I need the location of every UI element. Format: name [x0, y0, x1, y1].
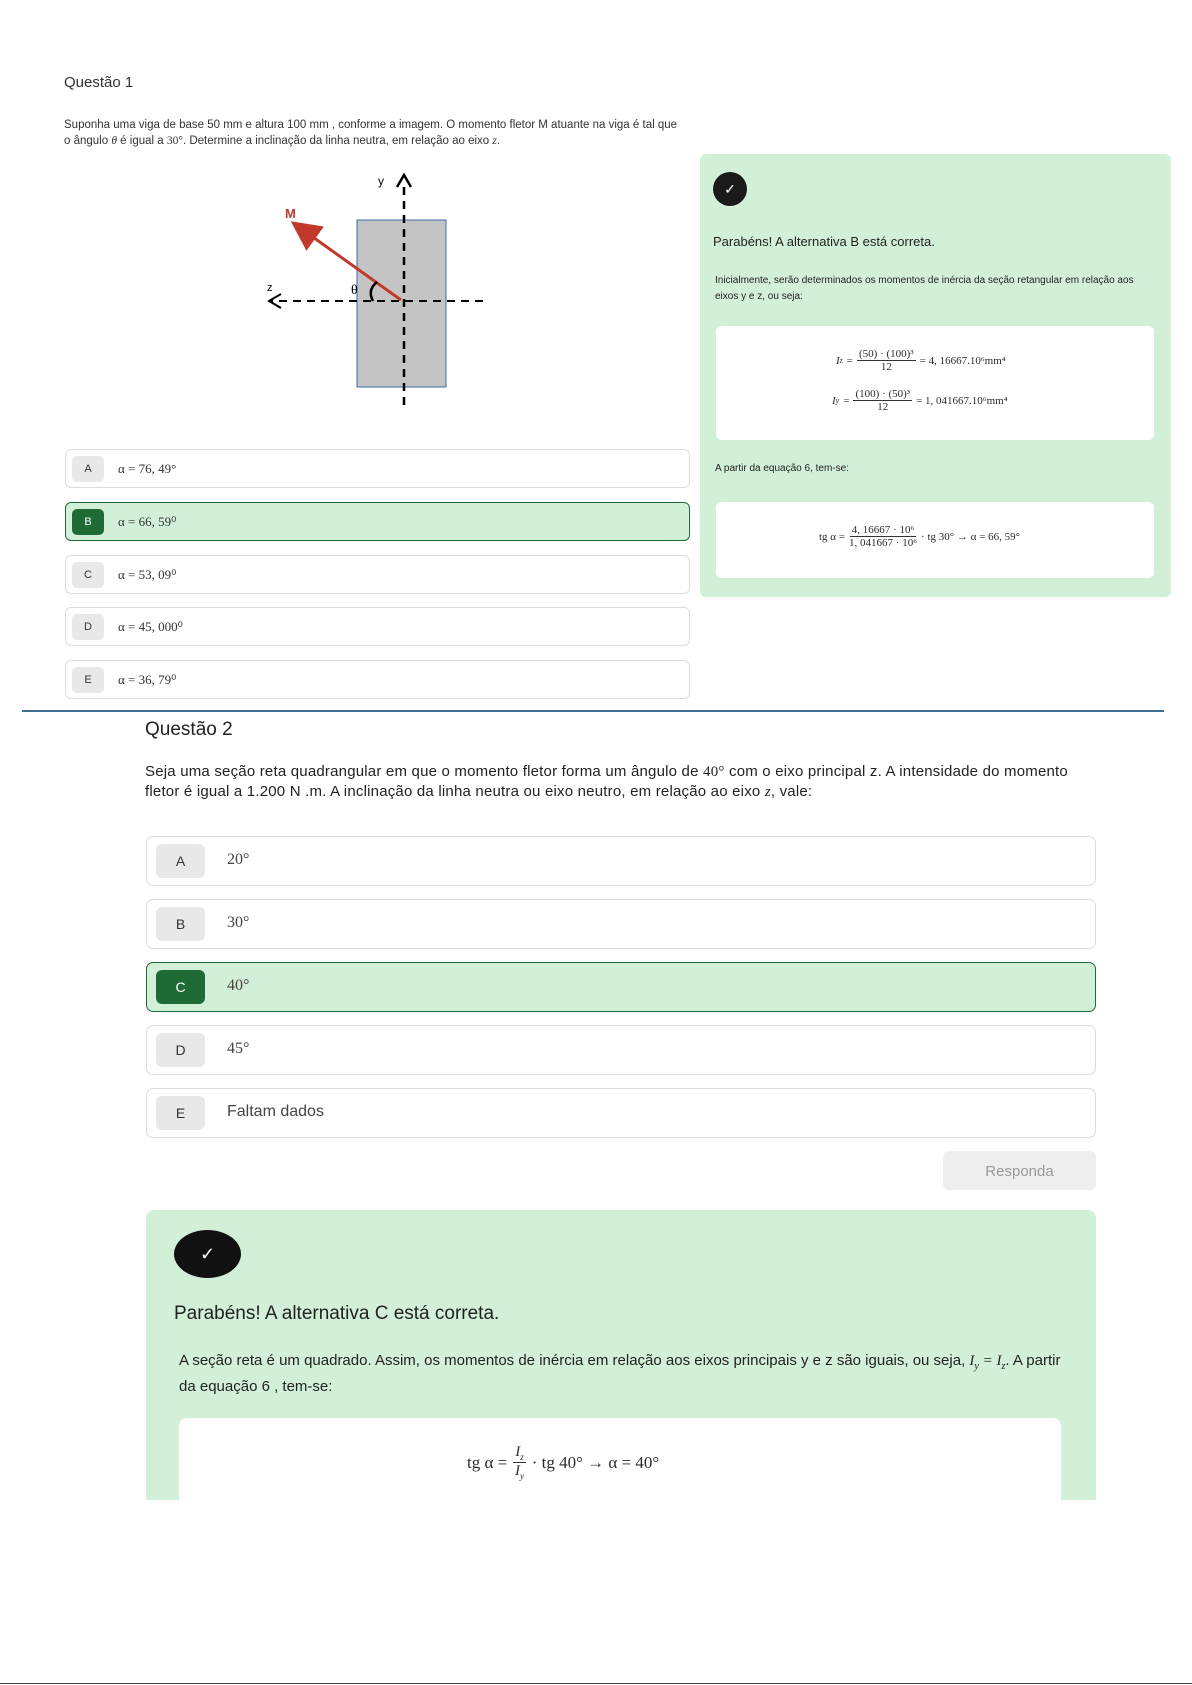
q2-angle: 40°: [703, 764, 725, 780]
q1-option-e[interactable]: [65, 660, 690, 699]
inline-iy: I: [969, 1353, 975, 1369]
q1-equation-card-2: [716, 502, 1154, 578]
q1-feedback-text: Inicialmente, serão determinados os momentos de inércia da seção retangular em relação aos eixos y e z, ou seja:: [715, 275, 1134, 302]
option-value: α = 53, 09⁰: [118, 567, 177, 582]
q1-text-part: é igual a: [116, 135, 167, 147]
q1-theta: θ: [111, 135, 117, 147]
option-letter: D: [72, 614, 104, 640]
eq-rhs: · tg 30° → α = 66, 59°: [921, 530, 1021, 543]
q2-feedback-title: Parabéns! A alternativa C está correta.: [174, 1303, 500, 1324]
option-letter: C: [156, 970, 205, 1004]
equation-tg-alpha: [819, 524, 1020, 549]
option-value: 30°: [227, 914, 250, 931]
check-icon: ✓: [174, 1230, 241, 1278]
question-1-statement: [64, 117, 684, 149]
beam-section-figure: [255, 170, 495, 410]
option-letter: A: [72, 456, 104, 482]
option-value: 45°: [227, 1040, 250, 1057]
q1-angle: 30°: [166, 135, 183, 147]
q1-option-b[interactable]: [65, 502, 690, 541]
section-divider: [22, 710, 1164, 712]
option-letter: A: [156, 844, 205, 878]
q2-text-part: , vale:: [770, 783, 813, 800]
beam-rectangle: [357, 220, 446, 387]
q2-text-part: com o eixo principal z. A intensidade do momento fletor é igual a 1.200 N .m. A inclinação da linha neutra ou eixo neutro, em relação ao eixo: [145, 763, 1068, 800]
eq-fraction: [857, 348, 916, 373]
option-value: Faltam dados: [227, 1103, 324, 1120]
question-1-title: Questão 1: [64, 74, 134, 91]
option-letter: C: [72, 562, 104, 588]
option-value: α = 45, 000⁰: [118, 619, 183, 634]
option-value: 20°: [227, 851, 250, 868]
q2-equation-card: [179, 1418, 1061, 1500]
eq-den: [515, 1463, 524, 1481]
eq-rhs: · tg 40° → α = 40°: [531, 1452, 660, 1472]
theta-label: θ: [351, 283, 358, 298]
equation-tg-alpha: [467, 1444, 659, 1481]
option-value: α = 36, 79⁰: [118, 672, 177, 687]
eq-den-sub: y: [519, 1471, 524, 1481]
eq-var: I: [836, 354, 840, 367]
option-letter: B: [72, 509, 104, 535]
fb-text-part: . A partir da equação 6 , tem-se:: [179, 1352, 1061, 1395]
y-axis-arrow: [397, 175, 411, 187]
eq-rhs: = 4, 16667.10⁶mm⁴: [919, 354, 1006, 367]
eq-num: 4, 16667 · 10⁶: [851, 524, 915, 536]
eq-lhs: tg α =: [819, 530, 846, 543]
inline-sub: y: [974, 1361, 979, 1372]
option-value: 40°: [227, 977, 250, 994]
q2-axis: z: [764, 784, 771, 800]
option-value: α = 66, 59⁰: [118, 514, 177, 529]
eq-den: 12: [877, 401, 889, 413]
eq-fraction: [513, 1444, 526, 1481]
q1-option-c[interactable]: [65, 555, 690, 594]
eq-fraction: [853, 388, 912, 413]
eq-fraction: [849, 524, 917, 549]
q2-option-c[interactable]: [146, 962, 1096, 1012]
check-icon: ✓: [713, 172, 747, 206]
question-2-statement: [145, 762, 1095, 802]
page-bottom-rule: [0, 1683, 1192, 1684]
eq-num-sub: z: [520, 1452, 524, 1462]
q1-text-part: .: [496, 135, 501, 147]
question-2-title: Questão 2: [145, 719, 233, 740]
eq-lhs: tg α =: [467, 1452, 508, 1472]
respond-button[interactable]: Responda: [943, 1151, 1096, 1190]
fb-text-part: A seção reta é um quadrado. Assim, os momentos de inércia em relação aos eixos principais y e z são iguais, ou seja,: [179, 1352, 970, 1369]
q1-feedback-text-2: A partir da equação 6, tem-se:: [715, 463, 849, 474]
q1-option-a[interactable]: [65, 449, 690, 488]
inline-eq: = I: [978, 1353, 1002, 1369]
eq-den: 12: [880, 361, 892, 373]
q2-feedback-text: [179, 1351, 1079, 1397]
option-value: α = 76, 49°: [118, 461, 177, 476]
eq-num: (100) · (50)³: [855, 388, 911, 400]
inline-sub: z: [1001, 1361, 1006, 1372]
q1-text-part: . Determine a inclinação da linha neutra, em relação ao eixo: [182, 135, 493, 147]
eq-sub: z: [839, 356, 843, 365]
option-letter: E: [156, 1096, 205, 1130]
q2-option-e[interactable]: [146, 1088, 1096, 1138]
equation-iy: I y = $\frac{\text{(100) · (50)³}}{12}$ = 1, 041667.10⁶mm⁴: [832, 388, 1008, 413]
q1-text-part: Suponha uma viga de base 50 mm e altura 100 mm , conforme a imagem. O momento fletor M atuante na viga é tal que o ângulo: [64, 119, 678, 147]
eq-rhs: = 1, 041667.10⁶mm⁴: [916, 394, 1008, 407]
option-letter: B: [156, 907, 205, 941]
q2-option-a[interactable]: [146, 836, 1096, 886]
eq-sub: y: [835, 396, 840, 405]
q2-option-b[interactable]: [146, 899, 1096, 949]
eq-num: [513, 1444, 526, 1463]
eq-num-var: I: [515, 1444, 521, 1460]
q1-equation-card-1: [716, 326, 1154, 440]
y-label: y: [378, 174, 384, 188]
q2-option-d[interactable]: [146, 1025, 1096, 1075]
q1-option-d[interactable]: [65, 607, 690, 646]
option-letter: D: [156, 1033, 205, 1067]
eq-den-var: I: [514, 1463, 520, 1479]
eq-den: 1, 041667 · 10⁶: [849, 537, 918, 549]
q1-axis: z: [492, 135, 497, 147]
q1-feedback-title: Parabéns! A alternativa B está correta.: [713, 234, 935, 249]
eq-var: I: [832, 394, 836, 407]
m-label: M: [285, 206, 296, 221]
z-label: z: [267, 282, 273, 294]
option-letter: E: [72, 667, 104, 693]
q2-text-part: Seja uma seção reta quadrangular em que o momento fletor forma um ângulo de: [145, 763, 704, 780]
eq-num: (50) · (100)³: [859, 348, 914, 360]
equation-iz: I z = $\frac{\text{(50) · (100)³}}{12}$ = 4, 16667.10⁶mm⁴: [836, 348, 1006, 373]
